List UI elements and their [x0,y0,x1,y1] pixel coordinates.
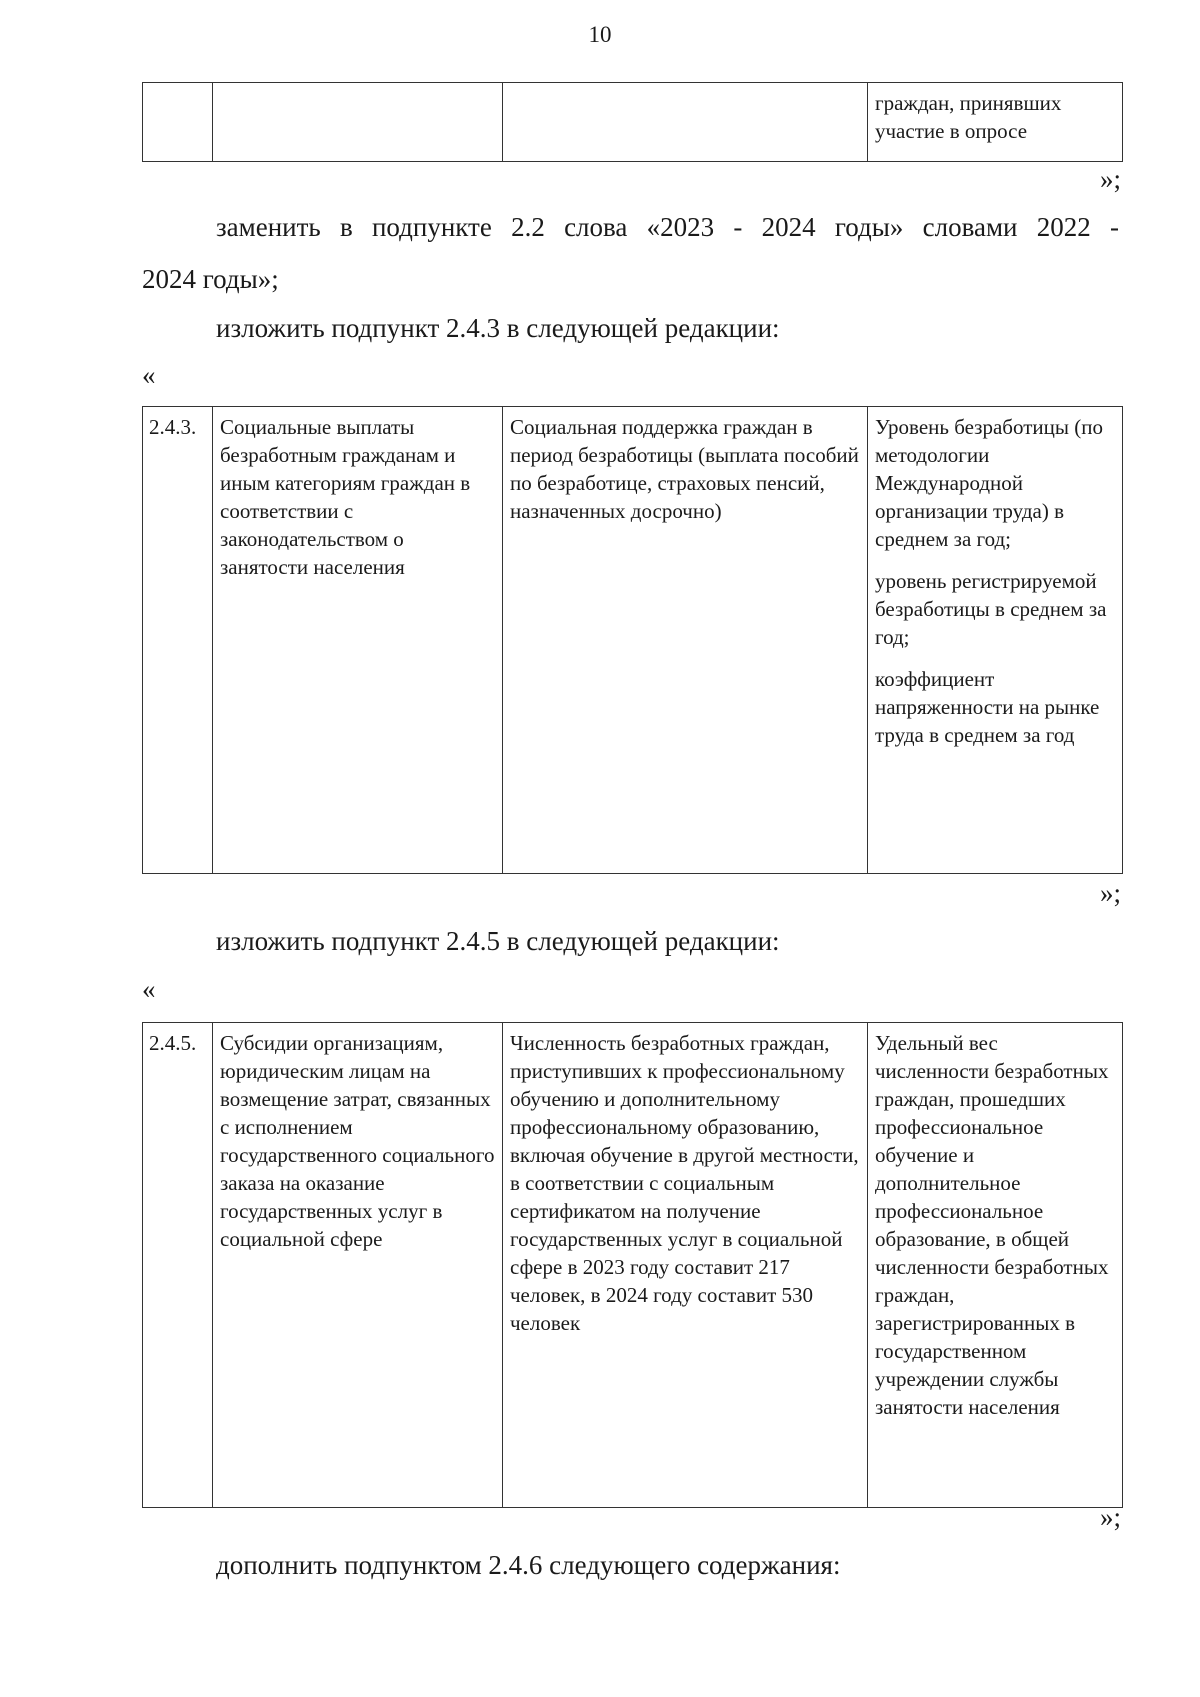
page-number: 10 [588,22,612,47]
item-name-cell: Социальные выплаты безработным гражданам и иным категориям граждан в соответствии с законодательством о занятости населения [213,407,503,874]
table-cell-empty [143,83,213,162]
table-row [143,83,1123,162]
paragraph-245-intro: изложить подпункт 2.4.5 в следующей редакции: [216,926,780,956]
item-name-cell: Субсидии организациям, юридическим лицам на возмещение затрат, связанных с исполнением государственного социального заказа на оказание государственных услуг в социальной сфере [213,1023,503,1508]
item-indicators-cell [868,407,1123,874]
item-number-cell: 2.4.3. [143,407,213,874]
table-cell-empty [213,83,503,162]
opening-quote: « [142,360,156,390]
paragraph-243-intro: изложить подпункт 2.4.3 в следующей редакции: [216,313,780,343]
opening-quote: « [142,974,156,1004]
table-continuation [142,82,1123,162]
item-result-cell: Численность безработных граждан, приступивших к профессиональному обучению и дополнительному профессиональному образованию, включая обучение в другой местности, в соответствии с социальным сертификатом на получение государственных услуг в социальной сфере в 2023 году составит 217 человек, в 2024 году составит 530 человек [503,1023,868,1508]
indicator-text: коэффициент напряженности на рынке труда в среднем за год [875,667,1100,747]
item-indicator-cell: Удельный вес численности безработных граждан, прошедших профессиональное обучение и дополнительное профессиональное образование, в общей численности безработных граждан, зарегистрированных в государственном учреждении службы занятости населения [868,1023,1123,1508]
table-2-4-5 [142,1022,1123,1508]
closing-quote: »; [1100,164,1122,194]
table-row [143,1023,1123,1508]
indicator-text: уровень регистрируемой безработицы в среднем за год; [875,569,1107,649]
table-row [143,407,1123,874]
paragraph-246-intro: дополнить подпунктом 2.4.6 следующего содержания: [216,1550,841,1580]
table-cell-empty [503,83,868,162]
closing-quote: »; [1100,878,1122,908]
paragraph-replace-line1: заменить в подпункте 2.2 слова «2023 - 2024 годы» словами 2022 - [216,212,1119,242]
indicator-cell: граждан, принявших участие в опросе [868,83,1123,162]
indicator-text: Уровень безработицы (по методологии Международной организации труда) в среднем за год; [875,415,1103,551]
table-2-4-3 [142,406,1123,874]
item-result-cell: Социальная поддержка граждан в период безработицы (выплата пособий по безработице, страховых пенсий, назначенных досрочно) [503,407,868,874]
closing-quote: »; [1100,1502,1122,1532]
paragraph-replace-line2: 2024 годы»; [142,264,279,294]
item-number-cell: 2.4.5. [143,1023,213,1508]
